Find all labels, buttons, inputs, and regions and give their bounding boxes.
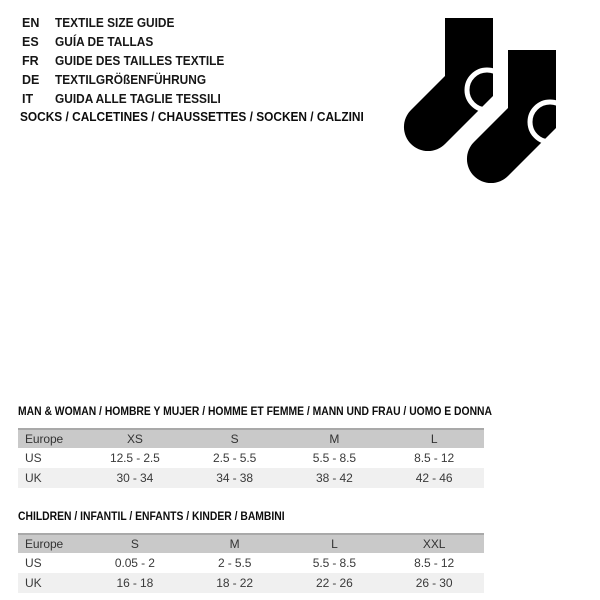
cell-value: 0.05 - 2 <box>114 556 155 570</box>
language-row <box>22 70 233 89</box>
cell-value: 2 - 5.5 <box>217 556 252 570</box>
cell-value: 26 - 30 <box>415 576 453 590</box>
language-code: FR <box>22 53 39 68</box>
size-table-children <box>18 511 484 593</box>
header-cell-region: Europe <box>25 432 64 446</box>
size-table-adult-title-text: MAN & WOMAN / HOMBRE Y MUJER / HOMME ET FEMME / MANN UND FRAU / UOMO E DONNA <box>18 406 492 418</box>
cell-value: 18 - 22 <box>216 576 253 590</box>
table-header-row <box>18 533 484 553</box>
cell-value: 5.5 - 8.5 <box>312 451 356 465</box>
cell-value: 8.5 - 12 <box>414 556 455 570</box>
language-row <box>22 51 233 70</box>
socks-icon <box>398 8 568 193</box>
header-cell-size: L <box>331 537 338 551</box>
header-cell-size: XXL <box>422 537 446 551</box>
table-header-row <box>18 428 484 448</box>
table-row-uk <box>18 468 484 488</box>
cell-value: 34 - 38 <box>216 471 253 485</box>
size-table-children-title-text: CHILDREN / INFANTIL / ENFANTS / KINDER / BAMBINI <box>18 511 285 523</box>
language-label: GUIDA ALLE TAGLIE TESSILI <box>55 91 221 106</box>
language-label: GUIDE DES TAILLES TEXTILE <box>55 53 225 68</box>
cell-value: 38 - 42 <box>316 471 353 485</box>
cell-value: 2.5 - 5.5 <box>213 451 257 465</box>
category-title-text: SOCKS / CALCETINES / CHAUSSETTES / SOCKEN / CALZINI <box>20 110 364 124</box>
language-code: DE <box>22 72 40 87</box>
header-cell-size: M <box>229 537 240 551</box>
language-code: IT <box>22 91 34 106</box>
cell-value: 42 - 46 <box>415 471 453 485</box>
table-row-us <box>18 448 484 468</box>
cell-value: 30 - 34 <box>116 471 154 485</box>
cell-value: 22 - 26 <box>316 576 353 590</box>
header-cell-size: L <box>430 432 438 446</box>
category-title <box>20 110 382 124</box>
size-table-children-title <box>18 511 484 525</box>
cell-region: US <box>25 556 42 570</box>
cell-region: UK <box>25 576 42 590</box>
language-list <box>22 13 233 108</box>
language-row <box>22 13 233 32</box>
language-label: GUÍA DE TALLAS <box>55 34 154 49</box>
cell-value: 8.5 - 12 <box>414 451 455 465</box>
language-label: TEXTILGRÖßENFÜHRUNG <box>55 72 207 87</box>
header-cell-size: S <box>130 537 139 551</box>
cell-region: UK <box>25 471 42 485</box>
size-table-adult-title <box>18 406 492 420</box>
header-cell-size: XS <box>126 432 143 446</box>
cell-region: US <box>25 451 42 465</box>
cell-value: 5.5 - 8.5 <box>312 556 356 570</box>
table-row-us <box>18 553 484 573</box>
language-label: TEXTILE SIZE GUIDE <box>55 15 175 30</box>
header-cell-region: Europe <box>25 537 64 551</box>
table-row-uk <box>18 573 484 593</box>
language-code: EN <box>22 15 40 30</box>
size-table-adult <box>18 406 492 488</box>
language-row <box>22 32 233 51</box>
cell-value: 16 - 18 <box>116 576 154 590</box>
header-cell-size: S <box>230 432 239 446</box>
language-code: ES <box>22 34 39 49</box>
header-cell-size: M <box>329 432 340 446</box>
cell-value: 12.5 - 2.5 <box>110 451 160 465</box>
language-row <box>22 89 233 108</box>
